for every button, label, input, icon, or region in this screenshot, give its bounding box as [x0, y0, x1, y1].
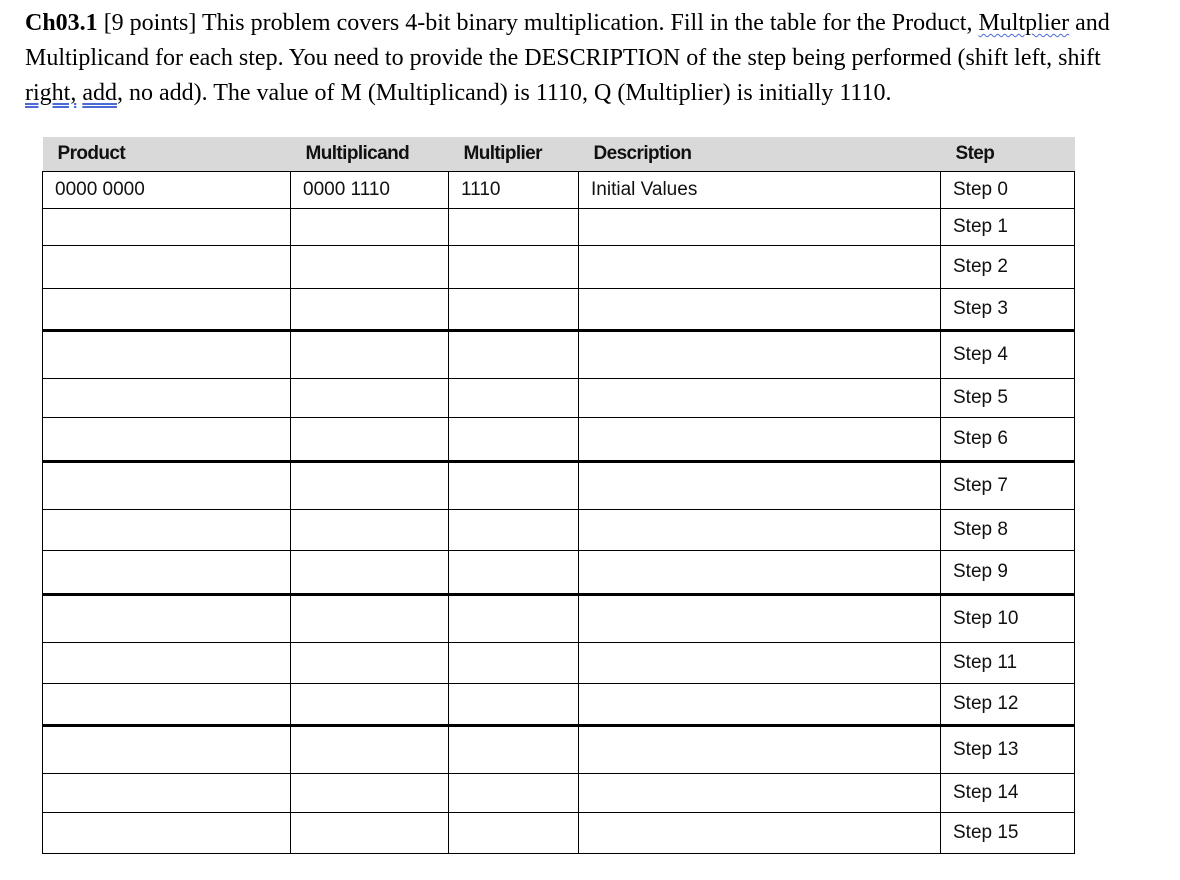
cell-description[interactable]	[579, 418, 941, 462]
cell-product[interactable]	[43, 510, 291, 551]
table-row	[43, 643, 1075, 684]
cell-multiplicand[interactable]	[291, 462, 449, 510]
cell-multiplicand[interactable]	[291, 774, 449, 813]
table-row	[43, 289, 1075, 331]
cell-step: Step 14	[941, 774, 1075, 813]
cell-step: Step 12	[941, 684, 1075, 726]
cell-step: Step 15	[941, 813, 1075, 854]
cell-description[interactable]	[579, 246, 941, 289]
cell-multiplicand[interactable]	[291, 726, 449, 774]
header-description: Description	[579, 137, 941, 172]
header-multiplier: Multiplier	[449, 137, 579, 172]
table-row	[43, 209, 1075, 246]
cell-multiplier[interactable]	[449, 331, 579, 379]
cell-step: Step 6	[941, 418, 1075, 462]
cell-multiplicand[interactable]	[291, 209, 449, 246]
cell-step: Step 0	[941, 172, 1075, 209]
cell-step: Step 10	[941, 595, 1075, 643]
cell-multiplier[interactable]	[449, 246, 579, 289]
cell-multiplicand[interactable]	[291, 813, 449, 854]
table-row	[43, 726, 1075, 774]
table-row	[43, 684, 1075, 726]
cell-step: Step 5	[941, 379, 1075, 418]
cell-multiplier[interactable]	[449, 726, 579, 774]
cell-multiplicand[interactable]	[291, 289, 449, 331]
table-row	[43, 331, 1075, 379]
cell-description[interactable]	[579, 643, 941, 684]
cell-multiplier[interactable]	[449, 813, 579, 854]
cell-multiplicand[interactable]	[291, 551, 449, 595]
cell-multiplier[interactable]	[449, 209, 579, 246]
cell-multiplier[interactable]	[449, 595, 579, 643]
cell-step: Step 7	[941, 462, 1075, 510]
cell-description[interactable]	[579, 551, 941, 595]
cell-multiplier[interactable]	[449, 774, 579, 813]
cell-description[interactable]	[579, 774, 941, 813]
cell-step: Step 13	[941, 726, 1075, 774]
cell-product[interactable]	[43, 813, 291, 854]
cell-multiplier[interactable]	[449, 462, 579, 510]
cell-multiplicand[interactable]	[291, 510, 449, 551]
cell-description[interactable]	[579, 595, 941, 643]
table-header-row	[43, 137, 1075, 172]
cell-multiplicand[interactable]	[291, 379, 449, 418]
cell-product[interactable]	[43, 643, 291, 684]
cell-product[interactable]	[43, 595, 291, 643]
table-row	[43, 510, 1075, 551]
cell-description[interactable]	[579, 684, 941, 726]
problem-text-2: and Multiplicand for each step. You need to provide the DESCRIPTION of the step being performed (shift left, shift	[25, 10, 1110, 71]
table-row	[43, 418, 1075, 462]
multiplication-table	[42, 137, 1075, 854]
cell-multiplier[interactable]	[449, 684, 579, 726]
cell-product[interactable]: 0000 0000	[43, 172, 291, 209]
table-row	[43, 774, 1075, 813]
cell-step: Step 4	[941, 331, 1075, 379]
table-row	[43, 379, 1075, 418]
cell-multiplier[interactable]	[449, 379, 579, 418]
cell-step: Step 11	[941, 643, 1075, 684]
cell-description[interactable]	[579, 726, 941, 774]
problem-id: Ch03.1	[25, 10, 98, 36]
cell-multiplier[interactable]	[449, 418, 579, 462]
cell-description[interactable]	[579, 813, 941, 854]
problem-text-3: , no add). The value of M (Multiplicand) is 1110, Q (Multiplier) is initially 1110.	[116, 80, 892, 106]
cell-step: Step 8	[941, 510, 1075, 551]
misspelled-word: Multplier	[978, 10, 1070, 36]
cell-product[interactable]	[43, 726, 291, 774]
cell-product[interactable]	[43, 246, 291, 289]
table-row	[43, 172, 1075, 209]
cell-description[interactable]	[579, 209, 941, 246]
table-row	[43, 595, 1075, 643]
table-row	[43, 462, 1075, 510]
cell-product[interactable]	[43, 551, 291, 595]
problem-statement	[25, 6, 1155, 111]
cell-step: Step 3	[941, 289, 1075, 331]
cell-product[interactable]	[43, 774, 291, 813]
header-product: Product	[43, 137, 291, 172]
cell-description[interactable]	[579, 462, 941, 510]
cell-product[interactable]	[43, 462, 291, 510]
grammar-flag-right: right,	[25, 80, 77, 106]
multiplication-table-container	[42, 137, 1075, 854]
cell-multiplicand[interactable]	[291, 418, 449, 462]
cell-description[interactable]: Initial Values	[579, 172, 941, 209]
cell-product[interactable]	[43, 684, 291, 726]
header-multiplicand: Multiplicand	[291, 137, 449, 172]
problem-points: [9 points]	[103, 10, 197, 36]
cell-description[interactable]	[579, 379, 941, 418]
cell-multiplier[interactable]	[449, 643, 579, 684]
header-step: Step	[941, 137, 1075, 172]
cell-product[interactable]	[43, 418, 291, 462]
cell-step: Step 2	[941, 246, 1075, 289]
cell-description[interactable]	[579, 510, 941, 551]
cell-product[interactable]	[43, 331, 291, 379]
cell-product[interactable]	[43, 289, 291, 331]
table-row	[43, 551, 1075, 595]
table-row	[43, 813, 1075, 854]
cell-product[interactable]	[43, 379, 291, 418]
cell-step: Step 1	[941, 209, 1075, 246]
cell-multiplier[interactable]	[449, 510, 579, 551]
cell-multiplicand[interactable]: 0000 1110	[291, 172, 449, 209]
table-body	[43, 172, 1075, 854]
cell-multiplier[interactable]: 1110	[449, 172, 579, 209]
cell-description[interactable]	[579, 289, 941, 331]
cell-multiplicand[interactable]	[291, 643, 449, 684]
cell-description[interactable]	[579, 331, 941, 379]
grammar-flag-add: add	[82, 80, 117, 106]
table-row	[43, 246, 1075, 289]
cell-multiplier[interactable]	[449, 551, 579, 595]
cell-product[interactable]	[43, 209, 291, 246]
cell-multiplier[interactable]	[449, 289, 579, 331]
cell-multiplicand[interactable]	[291, 331, 449, 379]
problem-text-1: This problem covers 4-bit binary multiplication. Fill in the table for the Product,	[201, 10, 973, 36]
cell-multiplicand[interactable]	[291, 595, 449, 643]
cell-multiplicand[interactable]	[291, 684, 449, 726]
cell-step: Step 9	[941, 551, 1075, 595]
cell-multiplicand[interactable]	[291, 246, 449, 289]
